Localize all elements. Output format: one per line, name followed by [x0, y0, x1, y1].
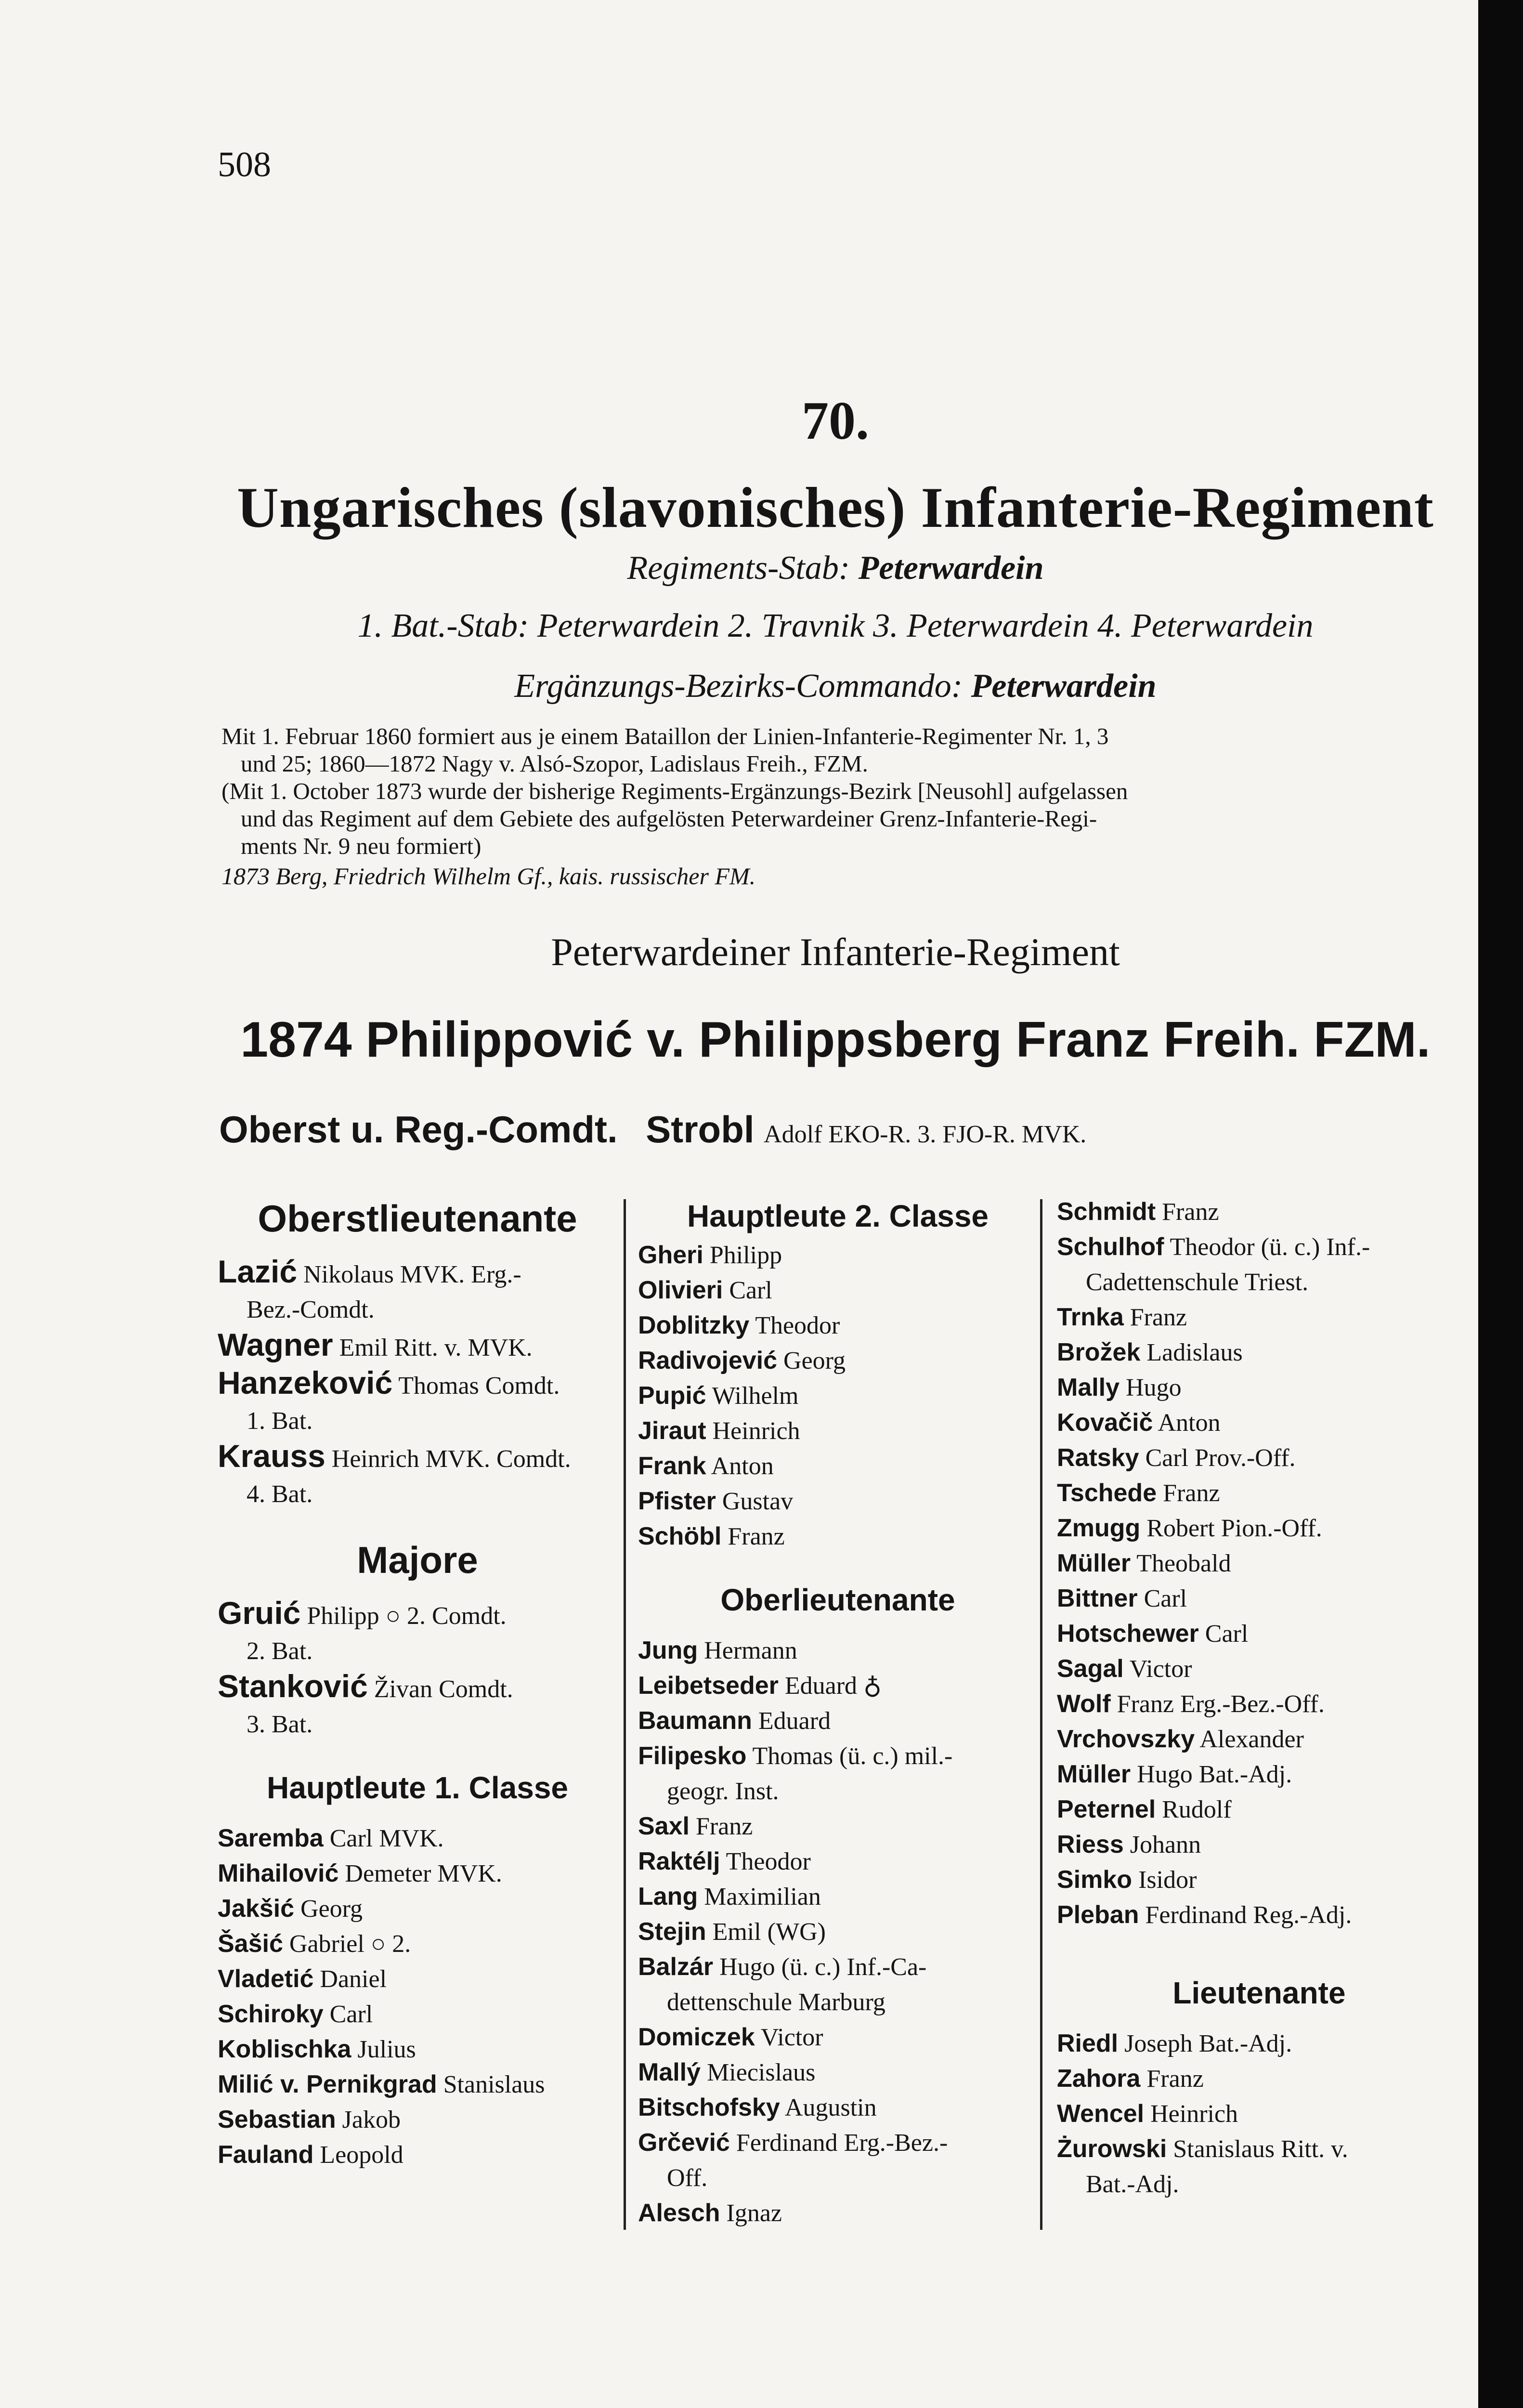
- list-item: [218, 1856, 617, 1891]
- list-item-continuation: dettenschule Marburg: [667, 1989, 885, 2016]
- ergaenzungs-label: Ergänzungs-Bezirks-Commando:: [514, 667, 963, 705]
- officer-details: Franz: [1163, 1479, 1220, 1507]
- officer-details: Ferdinand Reg.-Adj.: [1145, 1901, 1352, 1929]
- officer-details: Demeter MVK.: [345, 1860, 502, 1887]
- officer-details: Ignaz: [726, 2199, 782, 2227]
- officer-details: Franz: [1146, 2065, 1204, 2093]
- officer-details: Franz: [1130, 1304, 1187, 1331]
- officer-details: Thomas (ü. c.) mil.-: [752, 1742, 953, 1770]
- oberst-details: Adolf EKO-R. 3. FJO-R. MVK.: [764, 1121, 1087, 1148]
- officer-details: Carl: [329, 2001, 373, 2028]
- list-item: [218, 1254, 617, 1292]
- officer-name: Leibetseder: [638, 1672, 779, 1700]
- history-line: (Mit 1. October 1873 wurde der bisherige Regiments-Ergänzungs-Bezirk [Neusohl] aufgelassen: [221, 778, 1128, 804]
- battalions-line: 1. Bat.-Stab: Peterwardein 2. Travnik 3. Peterwardein 4. Peterwardein: [357, 607, 1314, 644]
- section-heading-majore: Majore: [357, 1539, 478, 1581]
- officer-name: Hotschewer: [1057, 1620, 1199, 1648]
- officer-name: Saxl: [638, 1812, 690, 1840]
- list-item: [218, 2032, 617, 2067]
- officer-name: Żurowski: [1057, 2135, 1167, 2163]
- officer-name: Pfister: [638, 1487, 716, 1515]
- regiments-stab-line: [226, 549, 1445, 588]
- column-3: [1057, 1194, 1461, 2202]
- list-item-continuation: Bez.-Comdt.: [247, 1296, 375, 1323]
- officer-name: Müller: [1057, 1760, 1131, 1788]
- officer-name: Raktélj: [638, 1847, 720, 1875]
- list-item: [638, 1633, 1038, 1668]
- list-item: [218, 1365, 617, 1403]
- officer-details: Hermann: [704, 1637, 797, 1664]
- list-item: [638, 1378, 1038, 1413]
- inhaber-1873: 1873 Berg, Friedrich Wilhelm Gf., kais. russischer FM.: [221, 863, 756, 890]
- officer-details: Theobald: [1136, 1550, 1231, 1577]
- list-item: [1057, 1651, 1461, 1687]
- list-item: [638, 1484, 1038, 1519]
- list-item: [218, 1891, 617, 1926]
- officer-name: Jakšić: [218, 1895, 295, 1923]
- officer-details: Philipp ○ 2. Comdt.: [307, 1602, 507, 1630]
- officer-name: Riedl: [1057, 2029, 1119, 2057]
- oberst-line: [219, 1108, 1086, 1152]
- officer-name: Mihailović: [218, 1859, 339, 1887]
- officer-name: Lazić: [218, 1254, 298, 1289]
- officer-name: Mallý: [638, 2058, 701, 2086]
- list-item: [638, 1739, 1038, 1774]
- list-item: [638, 1308, 1038, 1343]
- section-heading-hauptleute-2: Hauptleute 2. Classe: [687, 1199, 989, 1233]
- history-line: und 25; 1860—1872 Nagy v. Alsó-Szopor, Ladislaus Freih., FZM.: [241, 750, 868, 777]
- list-item: [638, 2090, 1038, 2125]
- officer-details: Eduard ♁: [784, 1672, 882, 1700]
- ergaenzungs-line: [226, 667, 1445, 706]
- list-item: [1057, 1476, 1461, 1511]
- officer-name: Peternel: [1057, 1795, 1156, 1823]
- list-item: [638, 2020, 1038, 2055]
- list-item: [1057, 1440, 1461, 1476]
- list-item-continuation: Cadettenschule Triest.: [1086, 1269, 1309, 1296]
- list-item: [218, 2067, 617, 2102]
- officer-name: Krauss: [218, 1438, 325, 1474]
- history-line: ments Nr. 9 neu formiert): [241, 833, 482, 859]
- officer-details: Victor: [760, 2024, 823, 2051]
- officer-details: Anton: [711, 1453, 774, 1480]
- officer-name: Stanković: [218, 1668, 368, 1704]
- list-item-continuation: Bat.-Adj.: [1086, 2171, 1179, 2198]
- list-item: [1057, 1300, 1461, 1335]
- list-item: [638, 1668, 1038, 1703]
- officer-name: Wolf: [1057, 1690, 1111, 1718]
- officer-name: Trnka: [1057, 1303, 1124, 1331]
- section-heading-oberstlieutenante: Oberstlieutenante: [258, 1197, 577, 1240]
- officer-name: Ratsky: [1057, 1444, 1139, 1472]
- list-item: [1057, 2132, 1461, 2167]
- list-item: [1057, 1335, 1461, 1370]
- officer-details: Philipp: [709, 1242, 782, 1269]
- officer-details: Ladislaus: [1146, 1339, 1243, 1366]
- history-block: [221, 722, 1454, 860]
- officer-details: Heinrich: [1150, 2100, 1238, 2128]
- officer-details: Franz: [728, 1523, 785, 1550]
- list-item-continuation: 2. Bat.: [247, 1637, 313, 1665]
- officer-details: Jakob: [342, 2106, 401, 2133]
- officer-details: Gabriel ○ 2.: [289, 1930, 411, 1958]
- officer-name: Balzár: [638, 1953, 714, 1981]
- officer-name: Wencel: [1057, 2100, 1145, 2128]
- list-item: [1057, 2026, 1461, 2061]
- officer-name: Radivojević: [638, 1347, 778, 1374]
- list-item: [1057, 1370, 1461, 1405]
- officer-details: Carl: [729, 1277, 772, 1304]
- officer-name: Schulhof: [1057, 1233, 1164, 1261]
- list-item-continuation: geogr. Inst.: [667, 1778, 779, 1805]
- list-item: [218, 1596, 617, 1634]
- officer-details: Theodor (ü. c.) Inf.-: [1170, 1233, 1370, 1261]
- officer-details: Hugo: [1126, 1374, 1182, 1401]
- list-item: [1057, 1792, 1461, 1827]
- list-item: [1057, 1230, 1461, 1265]
- officer-name: Frank: [638, 1452, 706, 1480]
- officer-details: Daniel: [320, 1965, 387, 1993]
- officer-name: Zmugg: [1057, 1514, 1141, 1542]
- officer-name: Fauland: [218, 2141, 314, 2169]
- officer-details: Carl Prov.-Off.: [1145, 1444, 1296, 1472]
- list-item: [218, 1669, 617, 1707]
- list-item: [638, 1343, 1038, 1378]
- list-item: [218, 1821, 617, 1856]
- officer-details: Maximilian: [704, 1883, 821, 1911]
- officer-name: Milić v. Pernikgrad: [218, 2070, 437, 2098]
- regiments-stab-location: Peterwardein: [858, 550, 1044, 587]
- officer-name: Müller: [1057, 1549, 1131, 1577]
- officer-name: Vrchovszky: [1057, 1725, 1195, 1753]
- list-item-continuation: Off.: [667, 2164, 708, 2192]
- column-1: [218, 1194, 617, 2172]
- officer-details: Hugo Bat.-Adj.: [1137, 1761, 1292, 1788]
- officer-details: Heinrich: [712, 1417, 800, 1445]
- history-line: Mit 1. Februar 1860 formiert aus je einem Bataillon der Linien-Infanterie-Regimenter Nr. 1, 3: [221, 723, 1109, 749]
- list-item: [638, 2125, 1038, 2160]
- list-item: [1057, 1511, 1461, 1546]
- officer-details: Carl: [1144, 1585, 1187, 1612]
- officer-name: Riess: [1057, 1831, 1124, 1858]
- list-item: [638, 1703, 1038, 1739]
- officer-details: Miecislaus: [707, 2059, 816, 2086]
- officer-details: Živan Comdt.: [374, 1675, 513, 1703]
- section-heading-lieutenante: Lieutenante: [1172, 1976, 1346, 2010]
- list-item: [218, 1926, 617, 1962]
- officer-name: Simko: [1057, 1866, 1132, 1894]
- officer-name: Schiroky: [218, 2000, 324, 2028]
- officer-details: Victor: [1129, 1655, 1192, 1683]
- officer-details: Stanislaus: [443, 2071, 545, 2098]
- officer-details: Leopold: [320, 2141, 404, 2169]
- list-item: [1057, 1194, 1461, 1230]
- officer-details: Emil (WG): [712, 1918, 826, 1946]
- officer-details: Thomas Comdt.: [398, 1372, 560, 1400]
- officer-name: Šašić: [218, 1930, 283, 1958]
- officer-details: Franz: [695, 1813, 753, 1840]
- list-item: [218, 2137, 617, 2172]
- inhaber-1874: 1874 Philippović v. Philippsberg Franz Freih. FZM.: [240, 1012, 1431, 1068]
- list-item: [218, 2102, 617, 2137]
- officer-name: Zahora: [1057, 2065, 1141, 2093]
- officer-name: Gruić: [218, 1595, 301, 1631]
- list-item: [1057, 2061, 1461, 2096]
- officer-details: Julius: [357, 2036, 416, 2063]
- officer-details: Johann: [1130, 1831, 1201, 1858]
- oberst-rank: Oberst u. Reg.-Comdt.: [219, 1108, 618, 1151]
- officer-name: Sagal: [1057, 1655, 1124, 1683]
- officer-details: Hugo (ü. c.) Inf.-Ca-: [719, 1953, 927, 1981]
- list-item: [638, 1914, 1038, 1950]
- officer-name: Domiczek: [638, 2023, 755, 2051]
- list-item-continuation: 4. Bat.: [247, 1480, 313, 1508]
- officer-name: Schmidt: [1057, 1198, 1156, 1226]
- officer-details: Heinrich MVK. Comdt.: [331, 1445, 571, 1473]
- officer-name: Bitschofsky: [638, 2094, 780, 2121]
- officer-details: Isidor: [1138, 1866, 1197, 1894]
- list-item: [1057, 1898, 1461, 1933]
- column-2: [638, 1194, 1038, 2231]
- officer-name: Alesch: [638, 2199, 720, 2227]
- officer-name: Jung: [638, 1636, 698, 1664]
- list-item: [1057, 2096, 1461, 2132]
- officer-details: Theodor: [726, 1848, 811, 1875]
- page-title: Ungarisches (slavonisches) Infanterie-Regiment: [237, 475, 1434, 539]
- list-item: [638, 2055, 1038, 2090]
- officer-name: Wagner: [218, 1327, 333, 1362]
- officer-name: Baumann: [638, 1707, 752, 1735]
- officer-name: Sebastian: [218, 2106, 336, 2133]
- officer-name: Brožek: [1057, 1338, 1141, 1366]
- list-item: [638, 1950, 1038, 1985]
- officer-details: Stanislaus Ritt. v.: [1173, 2135, 1348, 2163]
- officer-name: Schöbl: [638, 1522, 722, 1550]
- column-divider: [624, 1199, 626, 2230]
- list-item: [638, 1879, 1038, 1914]
- history-line: und das Regiment auf dem Gebiete des aufgelösten Peterwardeiner Grenz-Infanterie-Regi-: [241, 805, 1097, 832]
- list-item: [1057, 1757, 1461, 1792]
- officer-name: Tschede: [1057, 1479, 1157, 1507]
- officer-details: Franz Erg.-Bez.-Off.: [1117, 1690, 1325, 1718]
- list-item: [1057, 1405, 1461, 1440]
- officer-name: Doblitzky: [638, 1311, 750, 1339]
- list-item: [1057, 1687, 1461, 1722]
- list-item: [218, 1962, 617, 1997]
- officer-details: Eduard: [758, 1707, 831, 1735]
- list-item: [638, 1449, 1038, 1484]
- officer-details: Georg: [300, 1895, 363, 1923]
- officer-details: Emil Ritt. v. MVK.: [339, 1334, 533, 1361]
- officer-details: Anton: [1158, 1409, 1221, 1437]
- officer-name: Grčević: [638, 2129, 730, 2157]
- officer-name: Hanzeković: [218, 1365, 393, 1400]
- list-item: [1057, 1862, 1461, 1898]
- officer-details: Gustav: [722, 1488, 794, 1515]
- officer-name: Saremba: [218, 1824, 324, 1852]
- officer-name: Kovačič: [1057, 1409, 1153, 1437]
- officer-details: Joseph Bat.-Adj.: [1124, 2030, 1292, 2057]
- officer-details: Alexander: [1199, 1726, 1304, 1753]
- column-divider: [1040, 1199, 1042, 2230]
- officer-details: Nikolaus MVK. Erg.-: [303, 1261, 521, 1288]
- officer-details: Carl: [1205, 1620, 1249, 1648]
- officer-name: Bittner: [1057, 1584, 1138, 1612]
- officer-name: Olivieri: [638, 1276, 723, 1304]
- regiments-stab-label: Regiments-Stab:: [627, 550, 850, 587]
- list-item: [1057, 1581, 1461, 1616]
- officer-name: Vladetić: [218, 1965, 314, 1993]
- officer-details: Ferdinand Erg.-Bez.-: [736, 2129, 948, 2157]
- officer-name: Pupić: [638, 1382, 706, 1410]
- officer-details: Theodor: [755, 1312, 840, 1339]
- officer-name: Mally: [1057, 1374, 1120, 1401]
- officer-name: Koblischka: [218, 2035, 351, 2063]
- officer-name: Filipesko: [638, 1742, 747, 1770]
- list-item: [1057, 1546, 1461, 1581]
- officer-details: Rudolf: [1162, 1796, 1232, 1823]
- list-item: [638, 1519, 1038, 1554]
- list-item: [638, 1238, 1038, 1273]
- officer-name: Jiraut: [638, 1417, 706, 1445]
- list-item: [638, 1413, 1038, 1449]
- list-item: [1057, 1827, 1461, 1862]
- list-item: [638, 2196, 1038, 2231]
- page-number: 508: [218, 145, 271, 184]
- list-item: [638, 1273, 1038, 1308]
- oberst-name: Strobl: [646, 1108, 755, 1151]
- list-item-continuation: 3. Bat.: [247, 1711, 313, 1738]
- list-item: [218, 1439, 617, 1477]
- officer-name: Pleban: [1057, 1901, 1139, 1929]
- section-heading-hauptleute-1: Hauptleute 1. Classe: [267, 1770, 568, 1805]
- officer-details: Franz: [1162, 1198, 1219, 1226]
- list-item: [638, 1809, 1038, 1844]
- list-item: [218, 1327, 617, 1365]
- subtitle: Peterwardeiner Infanterie-Regiment: [551, 930, 1120, 974]
- officer-details: Wilhelm: [712, 1382, 799, 1410]
- officer-name: Stejin: [638, 1918, 706, 1946]
- ergaenzungs-location: Peterwardein: [971, 667, 1157, 705]
- list-item: [218, 1997, 617, 2032]
- section-heading-oberlieutenante: Oberlieutenante: [720, 1583, 955, 1617]
- list-item-continuation: 1. Bat.: [247, 1407, 313, 1435]
- officer-name: Gheri: [638, 1241, 703, 1269]
- list-item: [1057, 1616, 1461, 1651]
- officer-details: Carl MVK.: [329, 1825, 444, 1852]
- list-item: [638, 1844, 1038, 1879]
- list-item: [1057, 1722, 1461, 1757]
- officer-details: Robert Pion.-Off.: [1146, 1515, 1322, 1542]
- officer-details: Augustin: [784, 2094, 877, 2121]
- regiment-number: 70.: [802, 391, 869, 451]
- officer-name: Lang: [638, 1883, 698, 1911]
- officer-details: Georg: [783, 1347, 846, 1374]
